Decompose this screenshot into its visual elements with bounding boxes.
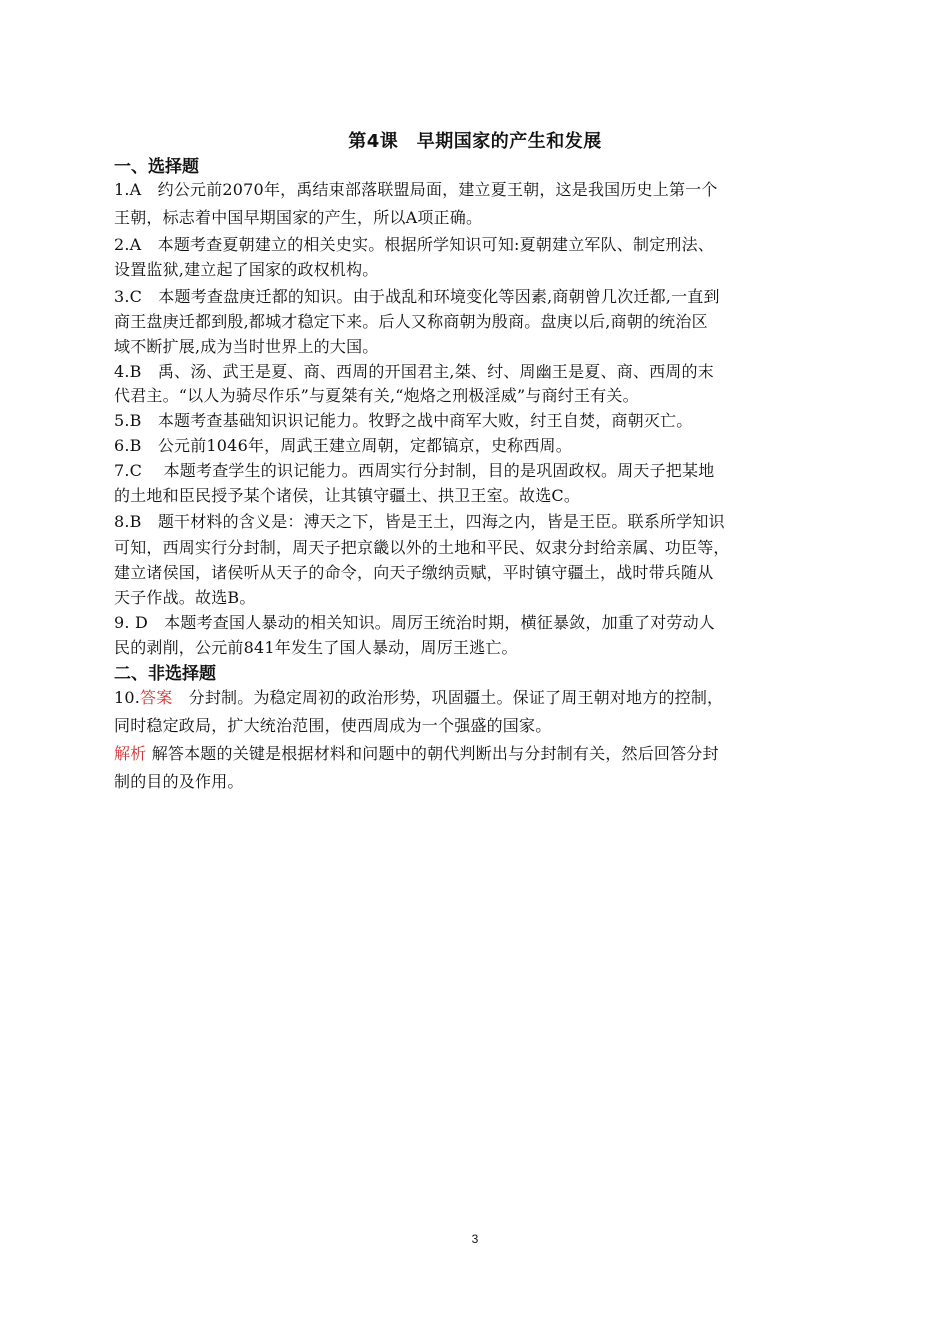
answer-line: 的土地和臣民授予某个诸侯，让其镇守疆土、拱卫王室。故选C。 xyxy=(114,486,581,505)
answer-line: 王朝，标志着中国早期国家的产生，所以A项正确。 xyxy=(114,208,483,227)
q10-answer-line xyxy=(114,685,723,708)
lesson-title: 第4课 早期国家的产生和发展 xyxy=(348,131,602,152)
q10-number: 10. xyxy=(114,688,141,707)
section-heading-nonchoice: 二、非选择题 xyxy=(114,664,216,684)
answer-line: 6.B 公元前1046年，周武王建立周朝，定都镐京，史称西周。 xyxy=(114,436,572,455)
page-number: 3 xyxy=(471,1232,479,1246)
answer-line: 2.A 本题考查夏朝建立的相关史实。根据所学知识可知:夏朝建立军队、制定刑法、 xyxy=(114,235,715,254)
q10-analysis-line xyxy=(114,741,719,764)
answer-line: 商王盘庚迁都到殷,都城才稳定下来。后人又称商朝为殷商。盘庚以后,商朝的统治区 xyxy=(114,312,708,331)
answer-line: 5.B 本题考查基础知识识记能力。牧野之战中商军大败，纣王自焚，商朝灭亡。 xyxy=(114,411,693,430)
answer-line: 设置监狱,建立起了国家的政权机构。 xyxy=(114,260,379,279)
answer-line: 9. D 本题考查国人暴动的相关知识。周厉王统治时期，横征暴敛，加重了对劳动人 xyxy=(114,613,715,632)
q10-analysis-text: 解答本题的关键是根据材料和问题中的朝代判断出与分封制有关，然后回答分封 xyxy=(146,744,719,763)
q10-analysis-line: 制的目的及作用。 xyxy=(114,772,244,791)
section-heading-choice: 一、选择题 xyxy=(114,157,199,177)
answer-line: 3.C 本题考查盘庚迁都的知识。由于战乱和环境变化等因素,商朝曾几次迁都,一直到 xyxy=(114,287,720,306)
answer-line: 1.A 约公元前2070年，禹结束部落联盟局面，建立夏王朝，这是我国历史上第一个 xyxy=(114,180,718,199)
q10-answer-text: 分封制。为稳定周初的政治形势，巩固疆土。保证了周王朝对地方的控制， xyxy=(172,688,724,707)
answer-line: 4.B 禹、汤、武王是夏、商、西周的开国君主,桀、纣、周幽王是夏、商、西周的末 xyxy=(114,362,714,381)
answer-label: 答案 xyxy=(140,688,173,707)
analysis-label: 解析 xyxy=(114,744,147,763)
answer-line: 天子作战。故选B。 xyxy=(114,588,256,607)
q10-answer-line: 同时稳定政局，扩大统治范围，使西周成为一个强盛的国家。 xyxy=(114,716,552,735)
answer-line: 民的剥削，公元前841年发生了国人暴动，周厉王逃亡。 xyxy=(114,638,518,657)
answer-line: 域不断扩展,成为当时世界上的大国。 xyxy=(114,337,379,356)
answer-line: 8.B 题干材料的含义是：溥天之下，皆是王土，四海之内，皆是王臣。联系所学知识 xyxy=(114,512,725,531)
answer-line: 建立诸侯国，诸侯听从天子的命令，向天子缴纳贡赋，平时镇守疆土，战时带兵随从 xyxy=(114,563,714,582)
answer-line: 7.C 本题考查学生的识记能力。西周实行分封制，目的是巩固政权。周天子把某地 xyxy=(114,461,715,480)
answer-line: 代君主。“以人为骑尽作乐”与夏桀有关,“炮烙之刑极淫威”与商纣王有关。 xyxy=(114,386,639,405)
answer-line: 可知，西周实行分封制，周天子把京畿以外的土地和平民、奴隶分封给亲属、功臣等， xyxy=(114,538,730,557)
